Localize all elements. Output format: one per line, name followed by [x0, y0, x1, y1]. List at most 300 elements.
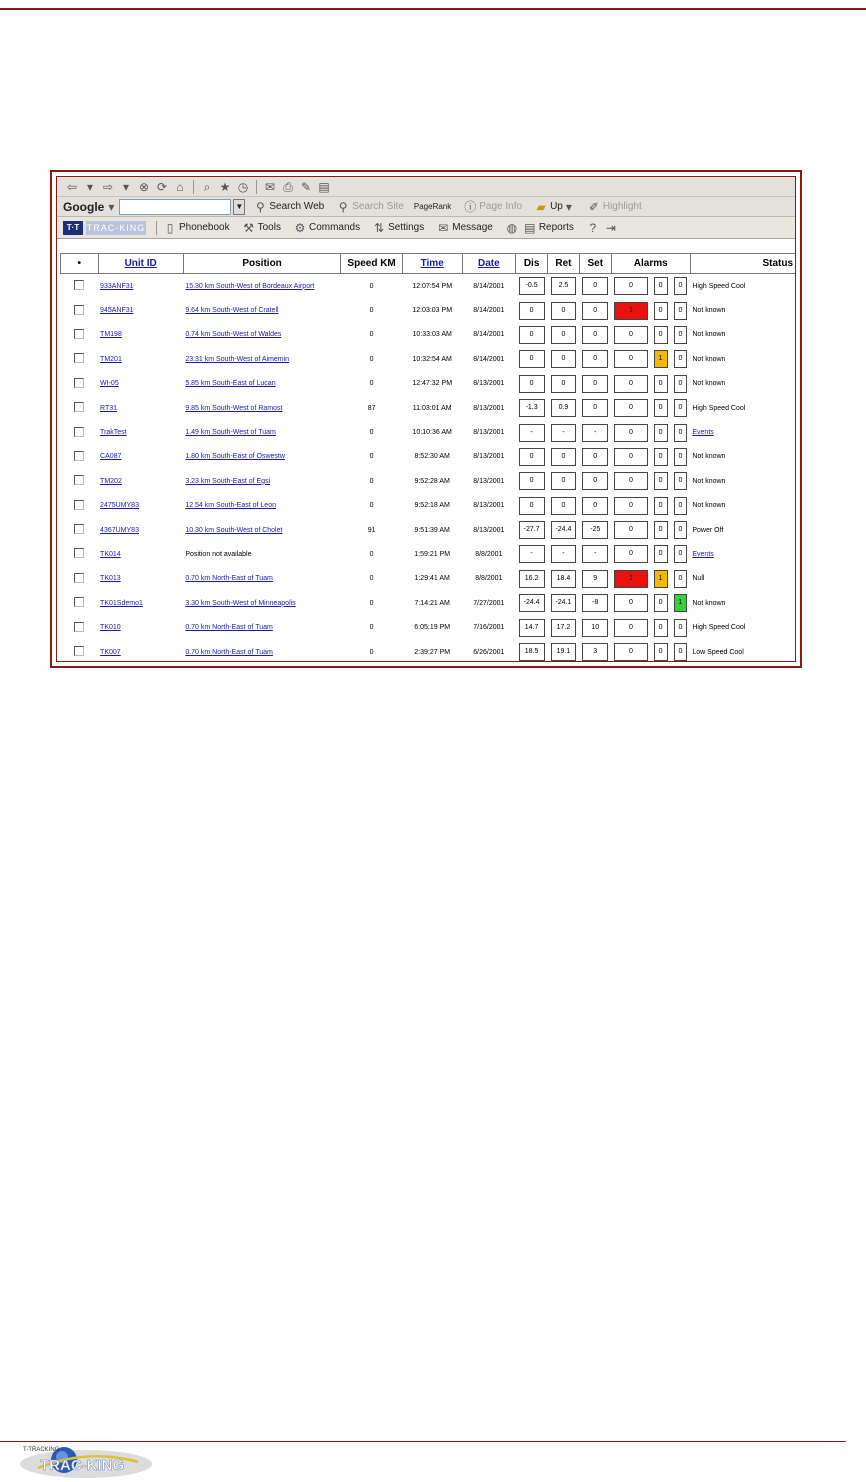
unit-id-sort-link[interactable]: Unit ID: [124, 258, 157, 269]
ret-value: 0: [551, 472, 577, 490]
mail-icon[interactable]: ✉: [264, 179, 276, 194]
alarm-cell: [651, 372, 671, 396]
ret-value: 0: [551, 326, 577, 344]
dis-cell: [516, 542, 548, 566]
status-cell: [690, 615, 796, 639]
phonebook-label: Phonebook: [179, 222, 230, 233]
status-events-link[interactable]: Events: [692, 429, 714, 437]
unit-id-cell: [98, 469, 183, 493]
reports-icon: ▤: [524, 220, 536, 235]
dis-value: 0: [519, 497, 545, 515]
alarm-cell: [611, 396, 651, 420]
row-checkbox[interactable]: [74, 548, 84, 558]
set-value: 9: [582, 570, 608, 588]
google-logo[interactable]: Google: [63, 199, 105, 214]
ret-cell: [548, 445, 580, 469]
position-link[interactable]: 0.70 km North-East of Tuam: [185, 624, 273, 632]
back-icon[interactable]: ⇦: [66, 179, 78, 194]
speed-cell: 0: [369, 599, 374, 607]
status-text: Power Off: [692, 526, 724, 534]
brand-name: TRAC-KING: [86, 222, 146, 233]
folder-up-icon: ▰: [536, 199, 546, 214]
row-select-cell: [61, 445, 99, 469]
logo-small-text: T-TRACKING: [23, 1447, 60, 1453]
time-cell: 9:52:28 AM: [414, 477, 450, 485]
set-cell: [579, 323, 611, 347]
status-text: High Speed Cool: [692, 404, 746, 412]
status-text: Not known: [692, 380, 726, 388]
unit-id-header[interactable]: [98, 254, 183, 274]
alarm-cell: [671, 445, 691, 469]
row-checkbox[interactable]: [74, 427, 84, 437]
forward-icon[interactable]: ⇨: [102, 179, 114, 194]
speed-cell: 0: [369, 380, 374, 388]
search-site-button[interactable]: [334, 200, 404, 214]
unit-id-link[interactable]: 933ANF31: [100, 282, 134, 290]
alarm-value: 0: [654, 497, 668, 515]
status-events-link[interactable]: Events: [692, 550, 714, 558]
position-link[interactable]: 1.80 km South-East of Oswestw: [185, 453, 285, 461]
alarm-cell: [611, 298, 651, 322]
alarm-cell: [671, 518, 691, 542]
ret-cell: [548, 542, 580, 566]
dis-value: 0: [519, 448, 545, 466]
row-checkbox[interactable]: [74, 378, 84, 388]
alarm-cell: [651, 298, 671, 322]
table-row: [61, 518, 797, 542]
app-toolbar: [57, 217, 795, 239]
chevron-down-icon[interactable]: ▾: [86, 179, 94, 194]
unit-id-cell: [98, 445, 183, 469]
speed-cell: 87: [367, 404, 376, 412]
unit-id-link[interactable]: WI-05: [100, 380, 119, 388]
unit-id-cell: [98, 298, 183, 322]
alarm-cell: [671, 469, 691, 493]
status-text: Not known: [692, 307, 726, 315]
position-cell: [183, 420, 341, 444]
reports-label: Reports: [538, 222, 574, 233]
set-value: 0: [582, 326, 608, 344]
set-cell: [579, 591, 611, 615]
dis-cell: [516, 469, 548, 493]
alarm-value: 0: [674, 619, 688, 637]
status-cell: [690, 469, 796, 493]
date-header[interactable]: [462, 254, 516, 274]
unit-id-link[interactable]: RT31: [100, 404, 118, 412]
dis-value: -0.5: [519, 277, 545, 295]
globe-icon[interactable]: ◍: [506, 220, 518, 235]
time-header[interactable]: [402, 254, 462, 274]
unit-id-link[interactable]: 945ANF31: [100, 307, 134, 315]
alarm-value: 0: [654, 521, 668, 539]
dis-cell: [516, 420, 548, 444]
ret-value: -: [551, 545, 577, 563]
position-link[interactable]: 10.30 km South-West of Cholet: [185, 526, 283, 534]
time-sort-link[interactable]: Time: [420, 258, 444, 269]
up-button[interactable]: [532, 200, 575, 214]
alarm-cell: [671, 615, 691, 639]
dis-value: 0: [519, 326, 545, 344]
search-dropdown-button[interactable]: ▼: [233, 199, 245, 215]
row-select-cell: [61, 591, 99, 615]
row-checkbox[interactable]: [74, 402, 84, 412]
position-cell: [183, 567, 341, 591]
ret-cell: [548, 567, 580, 591]
status-text: Not known: [692, 599, 726, 607]
status-cell: [690, 274, 796, 299]
status-cell: [690, 298, 796, 322]
unit-id-cell: [98, 396, 183, 420]
alarm-cell: [651, 347, 671, 371]
alarm-value: 0: [614, 375, 648, 393]
ret-header: Ret: [548, 254, 580, 274]
set-cell: [579, 420, 611, 444]
dis-value: 14.7: [519, 619, 545, 637]
commands-icon: ⚙: [294, 220, 306, 235]
row-checkbox[interactable]: [74, 329, 84, 339]
ret-value: -24.4: [551, 521, 577, 539]
alarm-cell: [671, 542, 691, 566]
position-link[interactable]: 1.49 km South-West of Tuam: [185, 429, 276, 437]
status-text: Not known: [692, 477, 726, 485]
print-icon[interactable]: ⎙: [283, 179, 293, 194]
highlight-label: Highlight: [602, 201, 642, 212]
table-row: [61, 615, 797, 639]
date-cell: 8/13/2001: [473, 453, 505, 461]
alarm-value: 0: [614, 277, 648, 295]
table-row: [61, 567, 797, 591]
dis-cell: [516, 445, 548, 469]
alarm-value: 0: [614, 521, 648, 539]
alarm-value: 0: [674, 399, 688, 417]
position-cell: [183, 274, 341, 299]
row-checkbox[interactable]: [74, 475, 84, 485]
time-cell: 9:52:18 AM: [414, 502, 450, 510]
set-cell: [579, 298, 611, 322]
ret-value: -24.1: [551, 594, 577, 612]
time-cell: 9:51:39 AM: [414, 526, 450, 534]
date-cell: 8/14/2001: [473, 331, 505, 339]
unit-id-link[interactable]: TM201: [100, 355, 122, 363]
refresh-icon[interactable]: ⟳: [156, 179, 168, 194]
alarm-cell: [671, 347, 691, 371]
date-cell: 8/13/2001: [473, 380, 505, 388]
chevron-down-icon: ▾: [565, 199, 572, 214]
set-value: -: [582, 424, 608, 442]
ret-cell: [548, 518, 580, 542]
dis-cell: [516, 396, 548, 420]
speed-cell: 0: [369, 624, 374, 632]
ret-value: 2.5: [551, 277, 577, 295]
dis-value: 0: [519, 302, 545, 320]
alarm-cell: [611, 469, 651, 493]
dis-value: 16.2: [519, 570, 545, 588]
row-checkbox[interactable]: [74, 500, 84, 510]
date-cell: 8/14/2001: [473, 282, 505, 290]
row-checkbox[interactable]: [74, 305, 84, 315]
google-toolbar: [57, 197, 795, 217]
alarm-value: 0: [614, 326, 648, 344]
date-cell: 7/16/2001: [473, 624, 505, 632]
unit-id-cell: [98, 274, 183, 299]
dis-cell: [516, 494, 548, 518]
dis-cell: [516, 347, 548, 371]
highlight-button[interactable]: [585, 200, 642, 214]
set-value: -25: [582, 521, 608, 539]
row-checkbox[interactable]: [74, 353, 84, 363]
row-checkbox[interactable]: [74, 573, 84, 583]
date-sort-link[interactable]: Date: [478, 258, 500, 269]
dis-cell: [516, 640, 548, 662]
position-link[interactable]: 3.30 km South-West of Minneapolis: [185, 599, 296, 607]
position-link[interactable]: 0.74 km South-West of Waldes: [185, 331, 282, 339]
brand-logo-icon: T·T: [63, 221, 83, 235]
position-header: Position: [183, 254, 341, 274]
position-link[interactable]: 3.23 km South-East of Egsi: [185, 477, 271, 485]
pagerank-indicator[interactable]: [414, 202, 451, 211]
alarm-cell: [611, 591, 651, 615]
tools-button[interactable]: [240, 221, 281, 235]
row-checkbox[interactable]: [74, 280, 84, 290]
alarm-value: 0: [654, 594, 668, 612]
date-cell: 8/8/2001: [475, 575, 503, 583]
position-cell: [183, 615, 341, 639]
position-link[interactable]: 5.85 km South-East of Lucan: [185, 380, 276, 388]
time-cell: 12:03:03 PM: [412, 307, 453, 315]
chevron-down-icon[interactable]: ▾: [108, 199, 115, 214]
unit-id-cell: [98, 640, 183, 662]
stop-icon[interactable]: ⊗: [138, 179, 150, 194]
status-text: Null: [692, 575, 705, 583]
tools-label: Tools: [257, 222, 281, 233]
alarm-cell: [611, 567, 651, 591]
unit-id-link[interactable]: TK007: [100, 648, 121, 656]
set-value: 3: [582, 643, 608, 661]
ret-value: 0: [551, 302, 577, 320]
speed-cell: 0: [369, 550, 374, 558]
status-text: High Speed Cool: [692, 624, 746, 632]
alarm-value: 0: [654, 326, 668, 344]
page-info-label: Page Info: [479, 201, 523, 212]
time-cell: 1:59:21 PM: [414, 550, 451, 558]
page-info-button[interactable]: [461, 200, 522, 214]
trac-king-logo: [18, 1442, 158, 1480]
unit-id-link[interactable]: TK014: [100, 550, 121, 558]
dis-value: -24.4: [519, 594, 545, 612]
commands-button[interactable]: [291, 221, 360, 235]
position-cell: [183, 542, 341, 566]
status-cell: [690, 518, 796, 542]
alarm-cell: [611, 274, 651, 299]
unit-id-link[interactable]: TM198: [100, 331, 122, 339]
dis-value: -27.7: [519, 521, 545, 539]
toolbar-divider: [156, 221, 157, 235]
google-search-input[interactable]: [119, 199, 231, 215]
row-select-cell: [61, 640, 99, 662]
unit-id-cell: [98, 542, 183, 566]
date-cell: 7/27/2001: [473, 599, 505, 607]
row-select-cell: [61, 615, 99, 639]
position-link[interactable]: 12.54 km South-East of Leon: [185, 502, 276, 510]
dis-value: 0: [519, 350, 545, 368]
position-link[interactable]: 9.64 km South-West of Cratell: [185, 307, 279, 315]
set-cell: [579, 347, 611, 371]
position-link[interactable]: 9.85 km South-West of Ramost: [185, 404, 283, 412]
set-value: -8: [582, 594, 608, 612]
date-cell: 8/14/2001: [473, 307, 505, 315]
edit-icon[interactable]: ✎: [300, 179, 312, 194]
set-value: 10: [582, 619, 608, 637]
unit-id-link[interactable]: CA087: [100, 453, 122, 461]
alarm-cell: [611, 420, 651, 444]
alarm-cell: [651, 469, 671, 493]
time-cell: 6:05:19 PM: [414, 624, 451, 632]
position-link[interactable]: 0.70 km North-East of Tuam: [185, 575, 273, 583]
time-cell: 10:10:36 AM: [412, 429, 452, 437]
time-cell: 12:07:54 PM: [412, 282, 453, 290]
unit-id-cell: [98, 494, 183, 518]
status-text: Not known: [692, 502, 726, 510]
row-checkbox[interactable]: [74, 524, 84, 534]
time-cell: 12:47:32 PM: [412, 380, 453, 388]
unit-id-link[interactable]: TM202: [100, 477, 122, 485]
set-value: 0: [582, 399, 608, 417]
alarm-value: 1: [654, 570, 668, 588]
row-select-cell: [61, 298, 99, 322]
alarm-cell: [651, 323, 671, 347]
ret-cell: [548, 372, 580, 396]
alarm-value: 0: [654, 424, 668, 442]
table-row: [61, 372, 797, 396]
select-header[interactable]: •: [61, 254, 99, 274]
alarm-cell: [651, 445, 671, 469]
speed-cell: 0: [369, 453, 374, 461]
status-cell: [690, 347, 796, 371]
highlighter-icon: ✐: [588, 199, 599, 214]
search-web-button[interactable]: [251, 200, 324, 214]
table-row: [61, 591, 797, 615]
status-cell: [690, 396, 796, 420]
row-select-cell: [61, 567, 99, 591]
alarm-cell: [651, 591, 671, 615]
message-button[interactable]: [434, 221, 493, 235]
ret-value: 19.1: [551, 643, 577, 661]
alarm-cell: [651, 567, 671, 591]
row-select-cell: [61, 323, 99, 347]
exit-icon[interactable]: ⇥: [605, 220, 616, 235]
position-cell: [183, 347, 341, 371]
ret-value: 17.2: [551, 619, 577, 637]
unit-id-link[interactable]: TK010: [100, 624, 121, 632]
speed-header: Speed KM: [341, 254, 403, 274]
alarm-value: 0: [674, 643, 688, 661]
unit-id-cell: [98, 323, 183, 347]
row-checkbox[interactable]: [74, 451, 84, 461]
dis-cell: [516, 298, 548, 322]
position-link[interactable]: 15.30 km South-West of Bordeaux Airport: [185, 282, 315, 290]
favorites-icon[interactable]: ★: [219, 179, 231, 194]
alarm-value: 1: [654, 350, 668, 368]
set-value: 0: [582, 472, 608, 490]
table-row: [61, 396, 797, 420]
unit-id-cell: [98, 518, 183, 542]
set-cell: [579, 567, 611, 591]
alarm-value: 0: [614, 424, 648, 442]
row-checkbox[interactable]: [74, 646, 84, 656]
phonebook-button[interactable]: [161, 221, 230, 235]
position-text: Position not available: [185, 550, 252, 558]
reports-button[interactable]: [521, 221, 574, 235]
alarm-value: 0: [654, 277, 668, 295]
alarm-value: 0: [654, 643, 668, 661]
position-link[interactable]: 0.70 km North-East of Tuam: [185, 648, 273, 656]
speed-cell: 0: [369, 502, 374, 510]
row-checkbox[interactable]: [74, 597, 84, 607]
row-checkbox[interactable]: [74, 622, 84, 632]
unit-id-link[interactable]: 4367UMY83: [100, 526, 139, 534]
time-cell: 2:39:27 PM: [414, 648, 451, 656]
unit-id-link[interactable]: 2475UMY83: [100, 502, 139, 510]
unit-id-link[interactable]: TK013: [100, 575, 121, 583]
unit-id-link[interactable]: TK01Sdemo1: [100, 599, 143, 607]
settings-button[interactable]: [370, 221, 424, 235]
ret-cell: [548, 640, 580, 662]
commands-label: Commands: [308, 222, 361, 233]
alarm-value: 0: [654, 545, 668, 563]
browser-window: [56, 176, 796, 662]
alarm-cell: [651, 274, 671, 299]
row-select-cell: [61, 396, 99, 420]
row-select-cell: [61, 274, 99, 299]
screenshot-frame: [50, 170, 802, 668]
speed-cell: 0: [369, 307, 374, 315]
dis-value: 0: [519, 375, 545, 393]
unit-id-cell: [98, 567, 183, 591]
alarm-value: 1: [614, 570, 648, 588]
dis-value: -1.3: [519, 399, 545, 417]
table-row: [61, 469, 797, 493]
position-link[interactable]: 23.31 km South-West of Aimemin: [185, 355, 290, 363]
discuss-icon[interactable]: ▤: [318, 179, 330, 194]
status-header: Status: [690, 254, 796, 274]
ret-cell: [548, 323, 580, 347]
home-icon[interactable]: ⌂: [176, 179, 184, 194]
position-cell: [183, 396, 341, 420]
alarm-value: 0: [654, 472, 668, 490]
help-icon[interactable]: ?: [589, 220, 597, 235]
alarm-value: 0: [654, 375, 668, 393]
chevron-down-icon[interactable]: ▾: [122, 179, 130, 194]
search-site-icon: ⚲: [338, 199, 348, 214]
table-row: [61, 274, 797, 299]
search-icon[interactable]: ⌕: [203, 179, 211, 194]
speed-cell: 0: [369, 331, 374, 339]
table-header-row: [61, 254, 797, 274]
ret-cell: [548, 469, 580, 493]
unit-id-cell: [98, 420, 183, 444]
alarm-cell: [671, 494, 691, 518]
table-row: [61, 494, 797, 518]
ret-cell: [548, 615, 580, 639]
dis-cell: [516, 567, 548, 591]
history-icon[interactable]: ◷: [237, 179, 249, 194]
unit-id-link[interactable]: TrakTest: [100, 429, 127, 437]
alarm-value: 1: [674, 594, 688, 612]
ret-cell: [548, 494, 580, 518]
table-row: [61, 542, 797, 566]
alarm-value: 0: [674, 521, 688, 539]
speed-cell: 0: [369, 477, 374, 485]
